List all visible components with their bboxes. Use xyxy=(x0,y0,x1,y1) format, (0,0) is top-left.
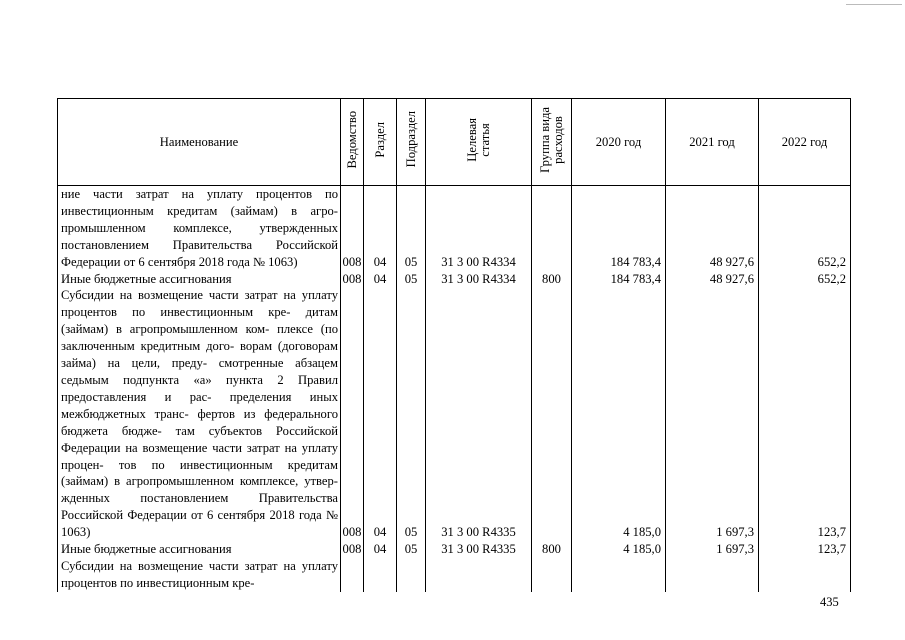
col-header-celevaya: Целевая статья xyxy=(426,99,532,186)
table-row xyxy=(58,287,851,541)
row-cell-ved: 008 xyxy=(341,186,364,271)
name-text-line: фертов из федерального бюджета бюдже- xyxy=(61,406,339,438)
budget-table xyxy=(57,98,851,592)
row-cell-podrazdel: 05 xyxy=(397,271,426,288)
col-header-razdel: Раздел xyxy=(364,99,397,186)
row-cell-podrazdel: 05 xyxy=(397,541,426,558)
col-header-2021: 2021 год xyxy=(666,99,759,186)
row-cell-gruppa: 800 xyxy=(532,271,572,288)
name-text-line: дитам (займам) в агропромышленном ком- xyxy=(61,305,338,337)
row-name-cell xyxy=(58,541,341,558)
corner-line xyxy=(846,4,902,5)
table-body xyxy=(58,186,851,592)
row-cell-razdel: 04 xyxy=(364,186,397,271)
row-cell-2022: 123,7 xyxy=(759,541,851,558)
row-cell-2021: 1 697,3 xyxy=(666,287,759,541)
name-text-line: уплату процентов по инвестиционным кре- xyxy=(61,558,338,590)
row-name-cell xyxy=(58,558,341,592)
row-cell-2021: 48 927,6 xyxy=(666,186,759,271)
name-text-line: Субсидии на возмещение части затрат на xyxy=(61,558,296,573)
row-cell-celevaya: 31 3 00 R4334 xyxy=(426,271,532,288)
row-cell-celevaya: 31 3 00 R4335 xyxy=(426,541,532,558)
table-row xyxy=(58,558,851,592)
row-cell-ved: 008 xyxy=(341,287,364,541)
row-cell-podrazdel xyxy=(397,558,426,592)
name-text-line: инвестиционным кредитам (займам) в агро- xyxy=(61,203,338,218)
col-header-name: Наименование xyxy=(58,99,341,186)
row-cell-gruppa: 800 xyxy=(532,541,572,558)
name-text-line: плексе (по заключенным кредитным дого- xyxy=(61,322,338,354)
row-cell-2022: 652,2 xyxy=(759,271,851,288)
name-text-line: там субъектов Российской Федерации на xyxy=(61,423,338,455)
name-text-line: Федерации от 6 сентября 2018 года № 1063) xyxy=(61,254,298,269)
col-header-2020: 2020 год xyxy=(572,99,666,186)
name-text-line: Иные бюджетные ассигнования xyxy=(61,271,232,286)
row-name-cell xyxy=(58,271,341,288)
name-text-line: Российской Федерации от 6 сентября 2018 xyxy=(61,508,295,523)
name-text-line: пределения иных межбюджетных транс- xyxy=(61,389,338,421)
name-text-line: ние части затрат на уплату процентов по xyxy=(61,187,338,201)
name-text-line: Иные бюджетные ассигнования xyxy=(61,542,232,557)
row-cell-2021: 48 927,6 xyxy=(666,271,759,288)
table-row xyxy=(58,186,851,271)
row-name-cell xyxy=(58,287,341,541)
col-header-ved: Ведомство xyxy=(341,99,364,186)
table-row xyxy=(58,541,851,558)
row-cell-celevaya: 31 3 00 R4335 xyxy=(426,287,532,541)
name-text-line: постановлением Правительства Российской xyxy=(61,237,338,252)
table-header xyxy=(58,99,851,186)
row-cell-celevaya xyxy=(426,558,532,592)
col-header-gruppa: Группа вида расходов xyxy=(532,99,572,186)
row-cell-gruppa xyxy=(532,558,572,592)
row-cell-ved: 008 xyxy=(341,541,364,558)
row-cell-2020: 4 185,0 xyxy=(572,541,666,558)
row-cell-2020 xyxy=(572,558,666,592)
col-header-podrazdel: Подраздел xyxy=(397,99,426,186)
row-cell-gruppa xyxy=(532,186,572,271)
name-text-line: ворам (договорам займа) на цели, преду- xyxy=(61,339,338,371)
row-cell-2022: 652,2 xyxy=(759,186,851,271)
name-text-line: в агропромышленном комплексе, утвер- xyxy=(114,474,338,489)
row-cell-2020: 184 783,4 xyxy=(572,271,666,288)
name-text-line: тов по инвестиционным кредитам (займам) xyxy=(61,457,338,489)
row-cell-2020: 4 185,0 xyxy=(572,287,666,541)
name-text-line: жденных постановлением Правительства xyxy=(61,491,338,506)
col-header-2022: 2022 год xyxy=(759,99,851,186)
name-text-line: уплату процентов по инвестиционным кре- xyxy=(61,288,338,320)
row-cell-podrazdel: 05 xyxy=(397,287,426,541)
row-cell-gruppa xyxy=(532,287,572,541)
row-cell-razdel: 04 xyxy=(364,271,397,288)
row-cell-ved: 008 xyxy=(341,271,364,288)
row-cell-2020: 184 783,4 xyxy=(572,186,666,271)
row-cell-ved xyxy=(341,558,364,592)
name-text-line: года № 1063) xyxy=(61,508,338,540)
row-cell-2022 xyxy=(759,558,851,592)
name-text-line: Субсидии на возмещение части затрат на xyxy=(61,288,296,303)
row-cell-2021: 1 697,3 xyxy=(666,541,759,558)
name-text-line: промышленном комплексе, утвержденных xyxy=(61,220,338,235)
row-cell-2022: 123,7 xyxy=(759,287,851,541)
page-number: 435 xyxy=(820,595,839,609)
row-cell-razdel xyxy=(364,558,397,592)
row-cell-celevaya: 31 3 00 R4334 xyxy=(426,186,532,271)
name-text-line: возмещение части затрат на уплату процен- xyxy=(61,440,338,472)
row-name-cell xyxy=(58,186,341,271)
row-cell-razdel: 04 xyxy=(364,287,397,541)
row-cell-podrazdel: 05 xyxy=(397,186,426,271)
row-cell-2021 xyxy=(666,558,759,592)
name-text-line: «а» пункта 2 Правил предоставления и рас- xyxy=(61,372,338,404)
name-text-line: смотренные абзацем седьмым подпункта xyxy=(61,356,338,387)
row-cell-razdel: 04 xyxy=(364,541,397,558)
table-row xyxy=(58,271,851,288)
